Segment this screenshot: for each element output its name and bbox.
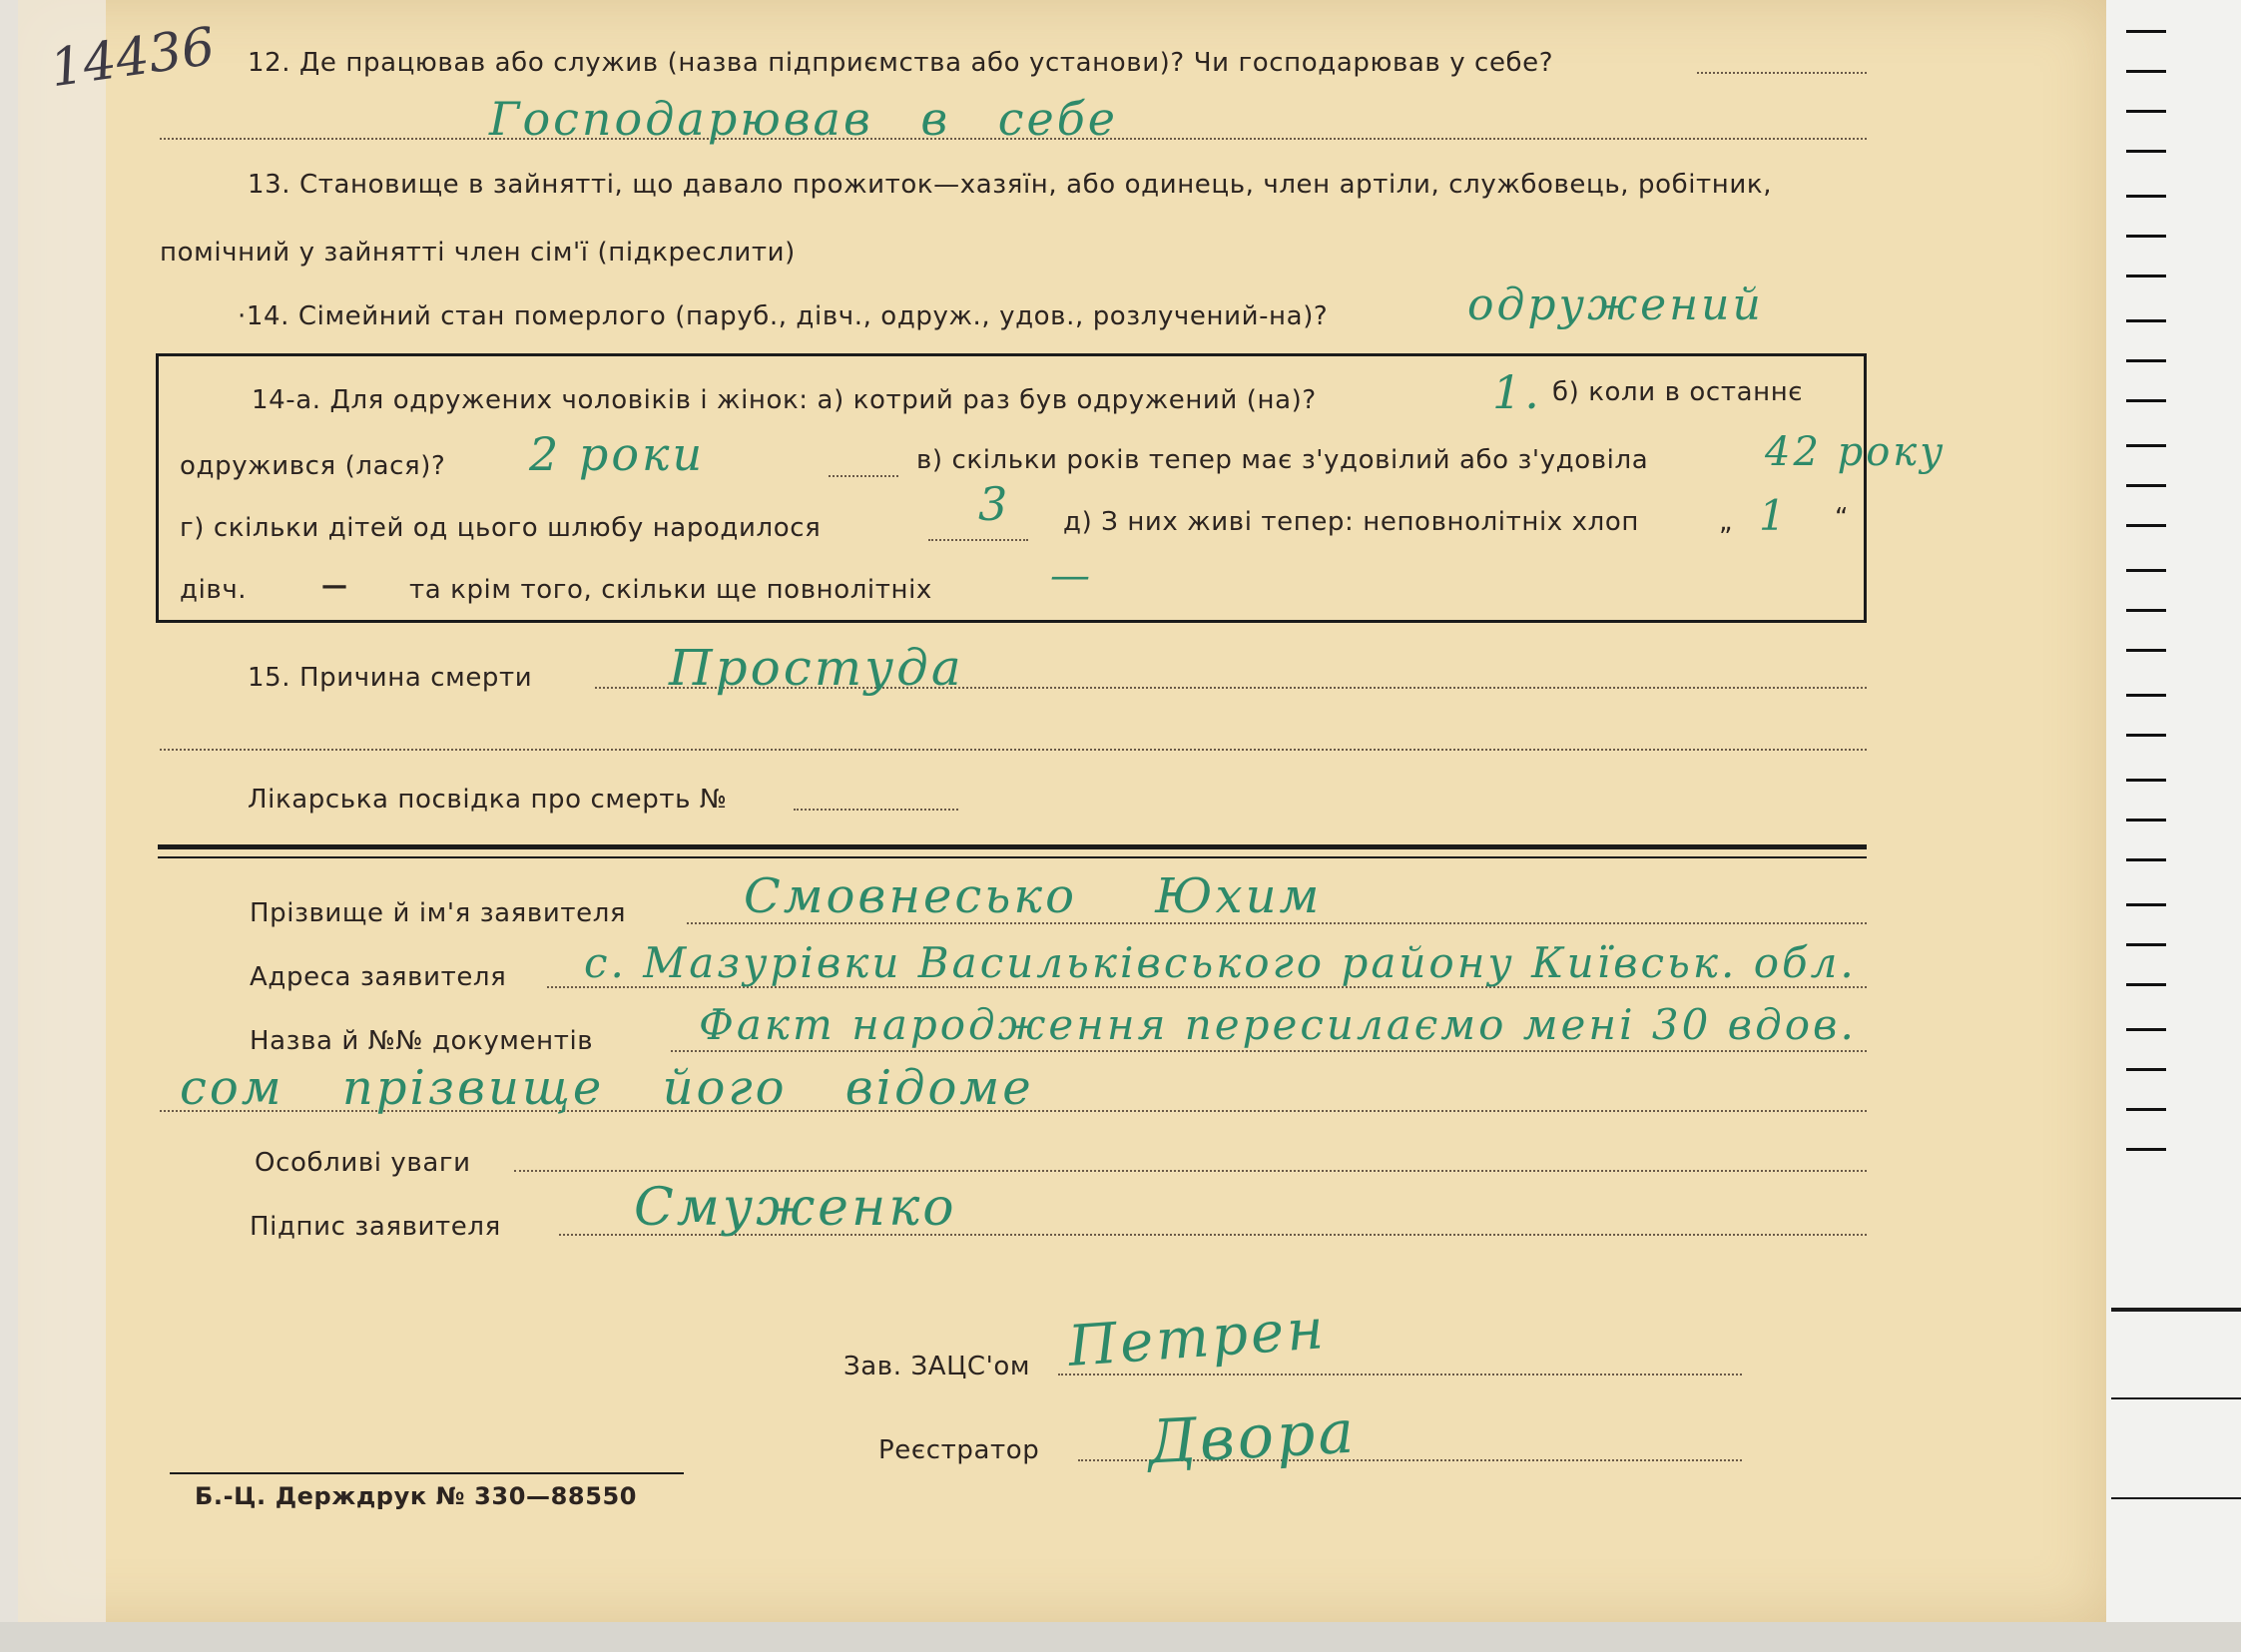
left-margin-strip [18, 0, 106, 1622]
archive-number: 14436 [46, 16, 219, 100]
printer-rule [170, 1472, 684, 1474]
q14a-line2b: в) скільки років тепер має з'удовілий або з'удовіла [916, 445, 1649, 475]
q15-label: 15. Причина смерти [248, 663, 533, 693]
q14-label: ·14. Сімейний стан померлого (паруб., дівч., одруж., удов., розлучений-на)? [238, 301, 1329, 331]
applicant-docs-value2: сом прізвище його відоме [180, 1060, 1034, 1116]
q14a-line1: 14-а. Для одружених чоловіків і жінок: а) котрий раз був одружений (на)? [252, 385, 1317, 415]
q14a-when-married-line [829, 475, 898, 477]
applicant-notes-line [514, 1170, 1867, 1172]
applicant-address-label: Адреса заявителя [250, 962, 507, 992]
q12-answer: Господарював в себе [489, 92, 1119, 146]
section-divider-thin [158, 856, 1867, 858]
bottom-background [0, 1622, 2241, 1652]
q14a-line3b: д) З них живі тепер: неповнолітніх хлоп [1063, 507, 1639, 537]
q14a-adults: — [1050, 553, 1093, 599]
q14a-quote-close: “ [1835, 503, 1850, 533]
applicant-signature-label: Підпис заявителя [250, 1212, 501, 1242]
q14a-minor-girls: — [321, 571, 348, 601]
right-overlap-sheet [2106, 0, 2241, 1652]
applicant-docs-label: Назва й №№ документів [250, 1026, 594, 1056]
q14a-line4b: та крім того, скільки ще повнолітніх [409, 575, 932, 605]
registrar-signature: Двора [1146, 1396, 1359, 1478]
q14a-when-married: 2 роки [529, 427, 706, 481]
q13-line1: 13. Становище в зайнятті, що давало прожиток—хазяїн, або одинець, член артіли, службовець, робітник, [248, 170, 1773, 200]
applicant-docs-value: Факт народження пересилаємо мені 30 вдов. [699, 1000, 1857, 1049]
q14a-line3a: г) скільки дітей од цього шлюбу народилося [180, 513, 822, 543]
q15-answer: Простуда [669, 639, 964, 697]
registrar-label: Реєстратор [878, 1435, 1040, 1465]
head-label: Зав. ЗАЦС'ом [843, 1352, 1031, 1381]
q14a-line1b: б) коли в останнє [1552, 377, 1804, 407]
q14a-line2a: одружився (лася)? [180, 451, 446, 481]
q14a-children-born: 3 [978, 477, 1011, 531]
head-signature: Петрен [1066, 1297, 1329, 1379]
medical-dotted-line [794, 809, 958, 811]
q15-second-line [160, 749, 1867, 751]
q14-answer: одружений [1467, 279, 1764, 330]
q12-label: 12. Де працював або служив (назва підприємства або установи)? Чи господарював у себе? [248, 48, 1554, 78]
section-divider-thick [158, 844, 1867, 849]
applicant-notes-label: Особливі уваги [255, 1148, 471, 1178]
q14a-widowed-age: 42 року [1765, 429, 1947, 475]
q14a-children-line [928, 539, 1028, 541]
q14a-minor-boys: 1 [1759, 491, 1789, 540]
printer-imprint: Б.-Ц. Держдрук № 330—88550 [195, 1482, 638, 1510]
q14a-line4a: дівч. [180, 575, 248, 605]
q14a-times-married: 1. [1492, 365, 1542, 419]
q13-line2: помічний у зайнятті член сім'ї (підкреслити) [160, 238, 796, 268]
q12-dotted-line [1697, 72, 1867, 74]
applicant-signature-value: Смуженко [634, 1178, 957, 1238]
applicant-docs-line [671, 1050, 1867, 1052]
q14a-quote-open: „ [1719, 507, 1734, 537]
applicant-name-value: Смовнесько Юхим [744, 868, 1323, 924]
applicant-address-value: с. Мазурівки Васильківського району Київськ. обл. [584, 938, 1857, 987]
medical-label: Лікарська посвідка про смерть № [248, 785, 728, 815]
applicant-name-label: Прізвище й ім'я заявителя [250, 898, 627, 928]
head-signature-line [1058, 1374, 1742, 1376]
